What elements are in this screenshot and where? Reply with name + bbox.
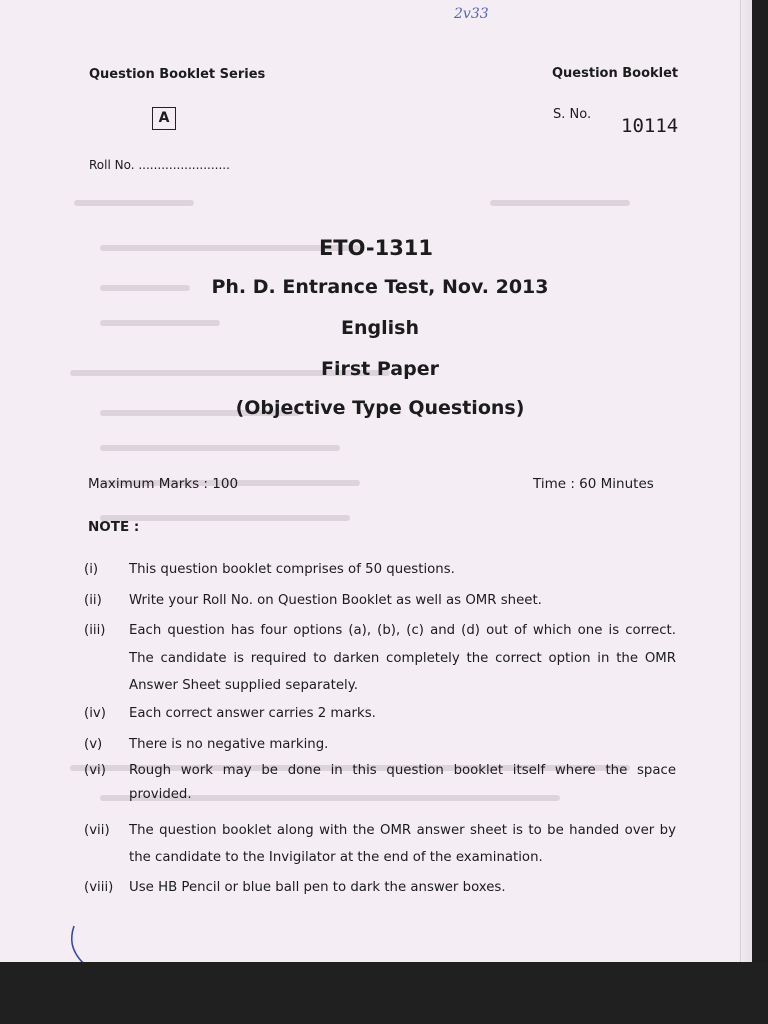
instruction-item bbox=[84, 731, 676, 759]
instruction-text: There is no negative marking. bbox=[129, 737, 329, 752]
instruction-number: (vii) bbox=[84, 822, 110, 838]
note-heading: NOTE : bbox=[88, 519, 140, 535]
maximum-marks: Maximum Marks : 100 bbox=[88, 476, 239, 492]
instruction-item bbox=[84, 587, 676, 615]
question-booklet-label: Question Booklet bbox=[552, 66, 679, 81]
instruction-number: (iii) bbox=[84, 623, 106, 638]
instruction-item bbox=[84, 617, 676, 700]
serial-number-label: S. No. bbox=[553, 107, 592, 122]
instruction-text: Each question has four options (a), (b), (c) and (d) out of which one is correct. The candidate is required to darken completely the correct option in the OMR Answer Sheet supplied separately. bbox=[129, 623, 676, 693]
instruction-item bbox=[84, 759, 676, 807]
instruction-text: Use HB Pencil or blue ball pen to dark the answer boxes. bbox=[129, 879, 506, 895]
instruction-number: (iv) bbox=[84, 705, 106, 721]
instruction-number: (i) bbox=[84, 562, 99, 577]
instructions-list bbox=[84, 556, 676, 901]
exam-code: ETO-1311 bbox=[318, 236, 434, 260]
scan-background bbox=[0, 962, 768, 1024]
instruction-number: (viii) bbox=[84, 879, 114, 895]
booklet-series-box: A bbox=[152, 107, 176, 130]
roll-number-field: Roll No. ........................ bbox=[89, 158, 230, 172]
handwritten-note: 2v33 bbox=[454, 6, 489, 22]
time-allowed: Time : 60 Minutes bbox=[533, 476, 654, 492]
instruction-text: Each correct answer carries 2 marks. bbox=[129, 705, 376, 721]
instruction-text: The question booklet along with the OMR answer sheet is to be handed over by the candidate to the Invigilator at the end of the examination. bbox=[129, 822, 676, 865]
instruction-text: Write your Roll No. on Question Booklet as well as OMR sheet. bbox=[129, 592, 542, 608]
paper-number: First Paper bbox=[321, 358, 439, 380]
instruction-text: This question booklet comprises of 50 questions. bbox=[129, 562, 455, 577]
serial-number-value: 10114 bbox=[621, 115, 679, 137]
instruction-item bbox=[84, 874, 676, 902]
instruction-number: (v) bbox=[84, 737, 103, 752]
page-fold-line bbox=[740, 0, 741, 962]
instruction-number: (ii) bbox=[84, 592, 102, 608]
instruction-text: Rough work may be done in this question booklet itself where the space provided. bbox=[129, 762, 676, 802]
instruction-item bbox=[84, 700, 676, 728]
instruction-item bbox=[84, 556, 676, 584]
question-type: (Objective Type Questions) bbox=[235, 397, 525, 419]
instruction-number: (vi) bbox=[84, 762, 106, 778]
exam-subject: English bbox=[341, 317, 419, 339]
instruction-item bbox=[84, 817, 676, 872]
booklet-series-label: Question Booklet Series bbox=[89, 67, 266, 82]
exam-title: Ph. D. Entrance Test, Nov. 2013 bbox=[211, 276, 549, 298]
